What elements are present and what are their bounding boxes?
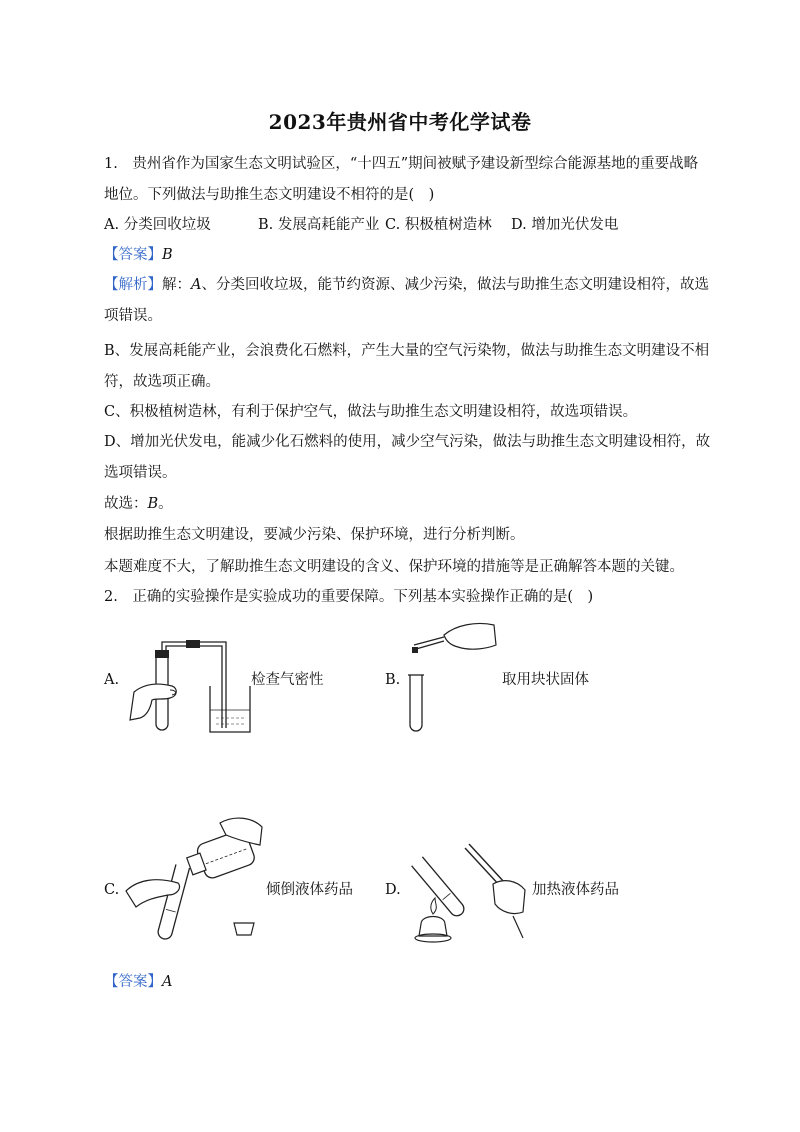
q1-analysis-line5: C、积极植树造林，有利于保护空气，做法与助推生态文明建设相符，故选项错误。: [104, 404, 638, 420]
pouring-liquid-figure: [124, 815, 264, 945]
q1-stem-line2: 地位。下列做法与助推生态文明建设不相符的是( ): [104, 187, 435, 203]
page-title: 2023年贵州省中考化学试卷: [268, 110, 532, 134]
answer-value: B: [162, 247, 173, 263]
solid-into-tube-figure: [400, 615, 500, 735]
q1-analysis-line7: 选项错误。: [104, 465, 177, 481]
analysis-text: 、分类回收垃圾，能节约资源、减少污染，做法与助推生态文明建设相符，故选: [201, 277, 709, 293]
q2-option-d-caption: 加热液体药品: [532, 882, 619, 898]
q1-option-c: C. 积极植树造林: [385, 217, 492, 233]
q1-option-a: A. 分类回收垃圾: [104, 217, 211, 233]
q1-stem-line1: 1. 贵州省作为国家生态文明试验区，“十四五”期间被赋予建设新型综合能源基地的重要战略: [104, 156, 699, 172]
q2-option-c-caption: 倾倒液体药品: [266, 882, 353, 898]
q1-analysis-line4: 符，故选项正确。: [104, 374, 220, 390]
q2-answer: [104, 972, 172, 992]
q1-option-d: D. 增加光伏发电: [511, 217, 619, 233]
q2-option-a-label: A.: [104, 672, 120, 688]
q1-choice: [104, 494, 173, 514]
choice-suffix: 。: [158, 496, 173, 512]
answer-tag: 【答案】: [104, 247, 162, 263]
answer-value: A: [162, 974, 173, 990]
heating-liquid-figure: [405, 820, 535, 945]
airtightness-check-figure: [126, 640, 256, 740]
q1-note1: 根据助推生态文明建设，要减少污染、保护环境，进行分析判断。: [104, 527, 525, 543]
q1-analysis-line3: B、发展高耗能产业，会浪费化石燃料，产生大量的空气污染物，做法与助推生态文明建设不相: [104, 343, 710, 359]
analysis-prefix: 解：: [162, 277, 191, 293]
analysis-tag: 【解析】: [104, 277, 162, 293]
q1-option-b: B. 发展高耗能产业: [258, 217, 380, 233]
q1-analysis-line6: D、增加光伏发电，能减少化石燃料的使用，减少空气污染，做法与助推生态文明建设相符，故: [104, 434, 711, 450]
q1-note2: 本题难度不大，了解助推生态文明建设的含义、保护环境的措施等是正确解答本题的关键。: [104, 559, 684, 575]
q1-analysis-line1: [104, 275, 709, 295]
q2-option-b-label: B.: [385, 672, 401, 688]
q2-option-c-label: C.: [104, 882, 120, 898]
choice-prefix: 故选：: [104, 496, 148, 512]
answer-tag: 【答案】: [104, 974, 162, 990]
analysis-letter-a: A: [191, 277, 202, 293]
q1-analysis-line2: 项错误。: [104, 308, 162, 324]
choice-letter: B: [147, 496, 159, 512]
q1-answer: [104, 245, 173, 265]
q2-option-a-caption: 检查气密性: [251, 672, 324, 688]
q2-stem: 2. 正确的实验操作是实验成功的重要保障。下列基本实验操作正确的是( ): [104, 589, 594, 605]
q2-option-b-caption: 取用块状固体: [502, 672, 589, 688]
q2-option-d-label: D.: [385, 882, 401, 898]
